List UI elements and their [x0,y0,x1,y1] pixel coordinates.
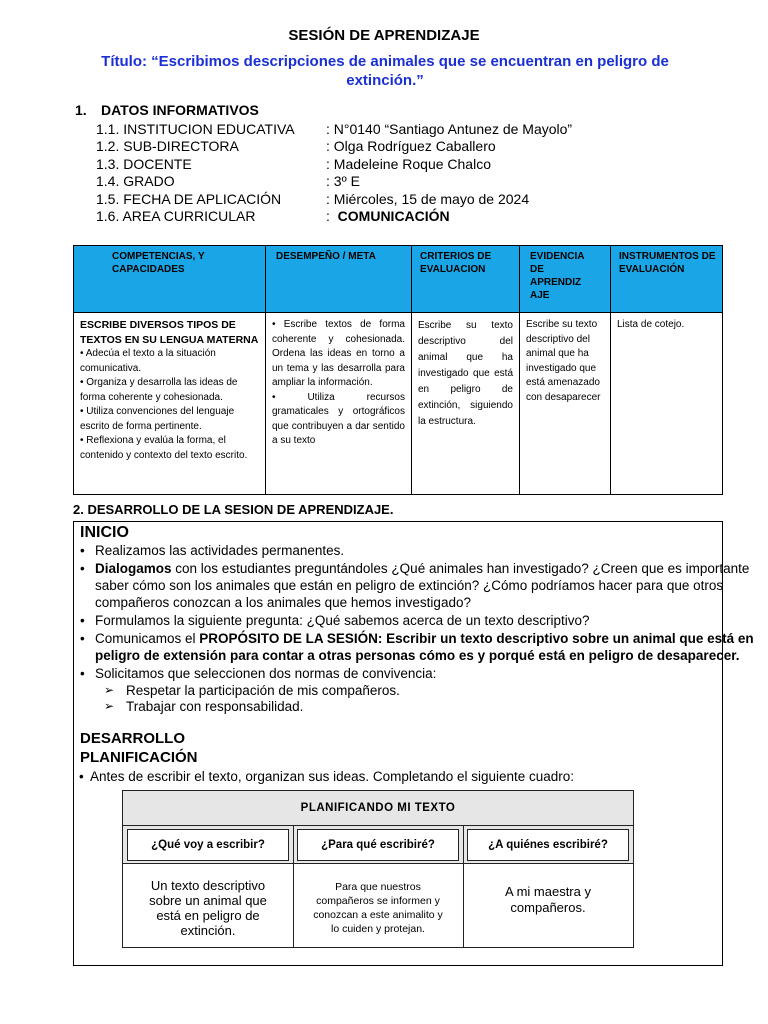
info-label: 1.5. FECHA DE APLICACIÓN [96,191,282,207]
capacidad-item: • Adecúa el texto a la situación comunicativa. [80,348,216,374]
info-value [326,207,450,225]
bullet-icon: • [80,631,85,646]
answer-who [463,863,633,947]
inicio-title: INICIO [80,524,129,541]
section-1-number: 1. [75,102,87,118]
planificando-title: PLANIFICANDO MI TEXTO [123,791,633,825]
session-subtitle [100,52,670,90]
cell-evidencia: Escribe su texto descriptivo del animal que ha investigado que está amenazado con desaparecer [520,313,611,495]
table-header-row [74,246,723,313]
cell-competencias [74,313,266,495]
arrow-icon: ➢ [104,699,115,713]
bullet-text: con los estudiantes preguntándoles ¿Qué animales han investigado? ¿Creen que es importante [171,561,750,576]
desempeno-item: • Escribe textos de forma coherente y cohesionada. Ordena las ideas en torno a un tema y las desarrolla para ampliar la información. [272,319,405,388]
capacidad-item: • Utiliza convenciones del lenguaje escrito de forma pertinente. [80,406,235,432]
capacidad-item: • Organiza y desarrolla las ideas de forma coherente y cohesionada. [80,377,238,403]
competencia-title: ESCRIBE DIVERSOS TIPOS DE TEXTOS EN SU LENGUA MATERNA [80,319,259,346]
question-cell [123,825,293,864]
bullet-icon: • [80,561,85,576]
question-why: ¿Para qué escribiré? [297,829,459,861]
column-divider [293,825,294,947]
arrow-icon: ➢ [104,683,115,697]
list-item [80,612,590,629]
answer-line: extinción. [180,923,236,938]
column-divider [463,825,464,947]
desempeno-item: • Utiliza recursos gramaticales y ortográficos que contribuyen a dar sentido a su texto [272,391,405,446]
dialogamos-bold: Dialogamos [95,561,172,576]
bullet-icon: • [80,666,85,681]
desarrollo-title: DESARROLLO [80,730,185,747]
section-2-heading: 2. DESARROLLO DE LA SESION DE APRENDIZAJE. [73,502,394,517]
bullet-text: Realizamos las actividades permanentes. [95,543,345,558]
subtitle-line-1: Título: “Escribimos descripciones de animales que se encuentran en peligro de [101,53,669,70]
info-label: 1.6. AREA CURRICULAR [96,208,256,224]
info-label: 1.3. DOCENTE [96,156,192,172]
header-instrumentos: INSTRUMENTOS DE EVALUACIÓN [611,246,723,313]
info-value: : Madeleine Roque Chalco [326,156,491,172]
list-item [79,768,575,785]
info-value: : 3º E [326,173,360,189]
capacidad-item: • Reflexiona y evalúa la forma, el contenido y contexto del texto escrito. [80,435,248,461]
section-1-title: DATOS INFORMATIVOS [101,102,259,118]
norma-item [104,682,400,699]
question-cell [293,825,463,864]
planificacion-title: PLANIFICACIÓN [80,749,198,766]
proposito-bold: PROPÓSITO DE LA SESIÓN: Escribir un texto descriptivo sobre un animal que está en [199,631,754,646]
info-value-prefix: : [326,208,338,224]
header-competencias: COMPETENCIAS, Y CAPACIDADES [74,246,266,313]
bullet-text: Antes de escribir el texto, organizan sus ideas. Completando el siguiente cuadro: [90,769,575,784]
bullet-text: Comunicamos el [95,631,200,646]
answer-line: Un texto descriptivo [150,878,266,893]
answer-line: lo cuiden y protejan. [331,923,425,935]
bullet-icon: • [80,543,85,558]
question-who: ¿A quiénes escribiré? [467,829,629,861]
proposito-bold-line2: peligro de extensión para contar a otras personas cómo es y porqué está en peligro de desaparecer. [95,648,740,663]
bullet-icon: • [80,613,85,628]
bullet-text: saber cómo son los animales que están en peligro de extinción? ¿Cómo podríamos hacer para que otros [95,578,724,593]
list-item [80,542,345,559]
bullet-text: Formulamos la siguiente pregunta: ¿Qué sabemos acerca de un texto descriptivo? [95,613,590,628]
bullet-text: Solicitamos que seleccionen dos normas de convivencia: [95,666,437,681]
info-label: 1.4. GRADO [96,173,175,189]
table-row [74,313,723,495]
answer-line: compañeros se informen y [316,895,440,907]
cell-criterios: Escribe su texto descriptivo del animal que ha investigado que está en peligro de extinción, siguiendo la estructura. [412,313,520,495]
page-title: SESIÓN DE APRENDIZAJE [288,27,480,44]
answer-line: compañeros. [510,900,586,915]
question-what: ¿Qué voy a escribir? [127,829,289,861]
bullet-icon: • [79,769,84,784]
subtitle-line-2: extinción.” [346,72,424,89]
section-1-heading [75,102,259,118]
answer-line: está en peligro de [156,908,260,923]
cell-desempeno [266,313,412,495]
header-evidencia: EVIDENCIA DE APRENDIZ AJE [520,246,611,313]
answer-line: Para que nuestros [335,881,421,893]
question-cell [463,825,633,864]
answer-what [123,863,293,947]
norma-item [104,698,304,715]
header-desempeno: DESEMPEÑO / META [266,246,412,313]
answer-line: sobre un animal que [149,893,267,908]
list-item [80,665,437,682]
answer-line: conozcan a este animalito y [313,909,443,921]
area-curricular-value: COMUNICACIÓN [337,208,450,224]
info-value: : Olga Rodríguez Caballero [326,138,496,154]
norma-text: Trabajar con responsabilidad. [126,699,304,714]
info-value: : N°0140 “Santiago Antunez de Mayolo” [326,121,573,137]
list-item [80,560,750,611]
bullet-text: compañeros conozcan a los animales que hemos investigado? [95,595,471,610]
info-value: : Miércoles, 15 de mayo de 2024 [326,191,530,207]
info-label: 1.1. INSTITUCION EDUCATIVA [96,121,295,137]
answer-line: A mi maestra y [505,884,591,899]
header-criterios: CRITERIOS DE EVALUACION [412,246,520,313]
norma-text: Respetar la participación de mis compañeros. [126,683,400,698]
cell-instrumentos: Lista de cotejo. [611,313,723,495]
answer-why [293,863,463,947]
planificando-chart [122,790,634,948]
info-label: 1.2. SUB-DIRECTORA [96,138,239,154]
competencias-table [73,245,723,495]
list-item [80,630,754,664]
